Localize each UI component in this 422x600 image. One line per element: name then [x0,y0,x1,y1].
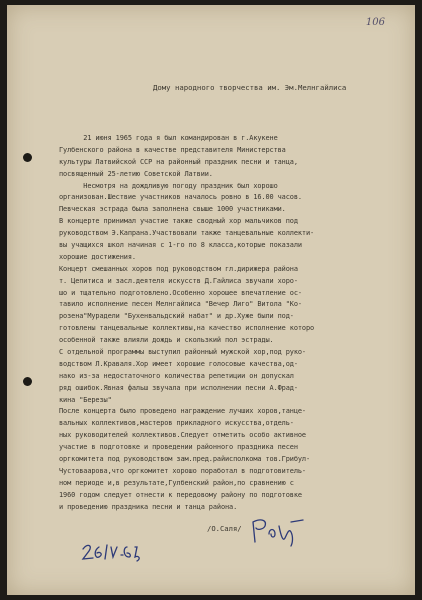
body-line: Чустоваарова,что оргкомитет хорошо поработал в подготовитель- [59,466,306,475]
body-line: культуры Латвийской ССР на районный праздник песни и танца, [59,157,298,166]
body-line: кина "Березы" [59,395,112,404]
body-line: вальных коллективов,мастеров прикладного искусства,отдель- [59,419,294,428]
body-line: 1960 годом следует отнести к передовому району по подготовке [59,490,302,499]
body-line: Концерт смешанных хоров под руководством гл.дирижера района [59,264,298,273]
closing-name: /О.Саля/ [207,524,242,533]
body-line: водством Л.Краваля.Хор имеет хорошие голосовые качества,од- [59,359,298,368]
addressee-line: Дому народного творчества им. Эм.Мелнгайлиса [153,83,347,92]
body-line: ных руководителей коллективов.Следует отметить особо активное [59,431,306,440]
body-line: Несмотря на дождливую погоду праздник был хорошо [59,181,278,190]
body-line: Певческая эстрада была заполнена свыше 1000 участниками. [59,205,286,214]
body-line: хорошие достижения. [59,252,136,261]
body-line: В концерте принимал участие также сводный хор мальчиков под [59,217,298,226]
letter-body [59,133,401,514]
body-line: ряд ошибок.Явная фальш звучала при исполнении песни А.Фрад- [59,383,298,392]
handwritten-signature [247,508,307,548]
body-line: и проведению праздника песни и танца района. [59,502,238,511]
body-line: т. Цепитиса и засл.деятеля искусств Д.Гайлиса звучали хоро- [59,276,298,285]
body-line: особенной также влияли дождь и скользкий пол эстрады. [59,336,274,345]
body-line: нако из-за недостаточного количества репетиции он допускал [59,371,294,380]
body-line: участие в подготовке и проведении районного праздника песен [59,443,298,452]
body-line: Гулбенского района в качестве представителя Министерства [59,145,286,154]
body-line: вы учащихся школ начиная с 1-го по 8 класса,которые показали [59,241,302,250]
body-line: ном периоде и,в результате,Гулбенский район,по сравнению с [59,478,294,487]
body-line: посвященный 25-летию Советской Латвии. [59,169,213,178]
body-line: руководством Э.Капрана.Участвовали также танцевальные коллекти- [59,229,315,238]
document-page [7,5,415,595]
handwritten-date [81,541,151,563]
body-line: тавило исполнение песен Мелнгайлиса "Вечер Лиго" Витола "Ко- [59,300,302,309]
body-line: С отдельной программы выступил районный мужской хор,под руко- [59,348,306,357]
body-line: После концерта было проведено награждение лучших хоров,танце- [59,407,306,416]
punch-hole [23,153,32,162]
body-line: 21 июня 1965 года я был командирован в г.Акукене [59,134,278,142]
body-line: оргкомитета под руководством зам.пред.райисполкома тов.Грибул- [59,455,311,464]
body-line: готовлены танцевальные коллективы,на качество исполнение которо [59,324,315,333]
body-line: шо и тщательно подготовлено.Особенно хорошее впечатление ос- [59,288,302,297]
folio-number: 106 [365,17,385,28]
punch-hole [23,377,32,386]
body-line: организован.Шествие участников началось ровно в 16.00 часов. [59,193,302,202]
body-line: розена"Мурадели "Бухенвальдский набат" и др.Хуже были под- [59,312,294,321]
